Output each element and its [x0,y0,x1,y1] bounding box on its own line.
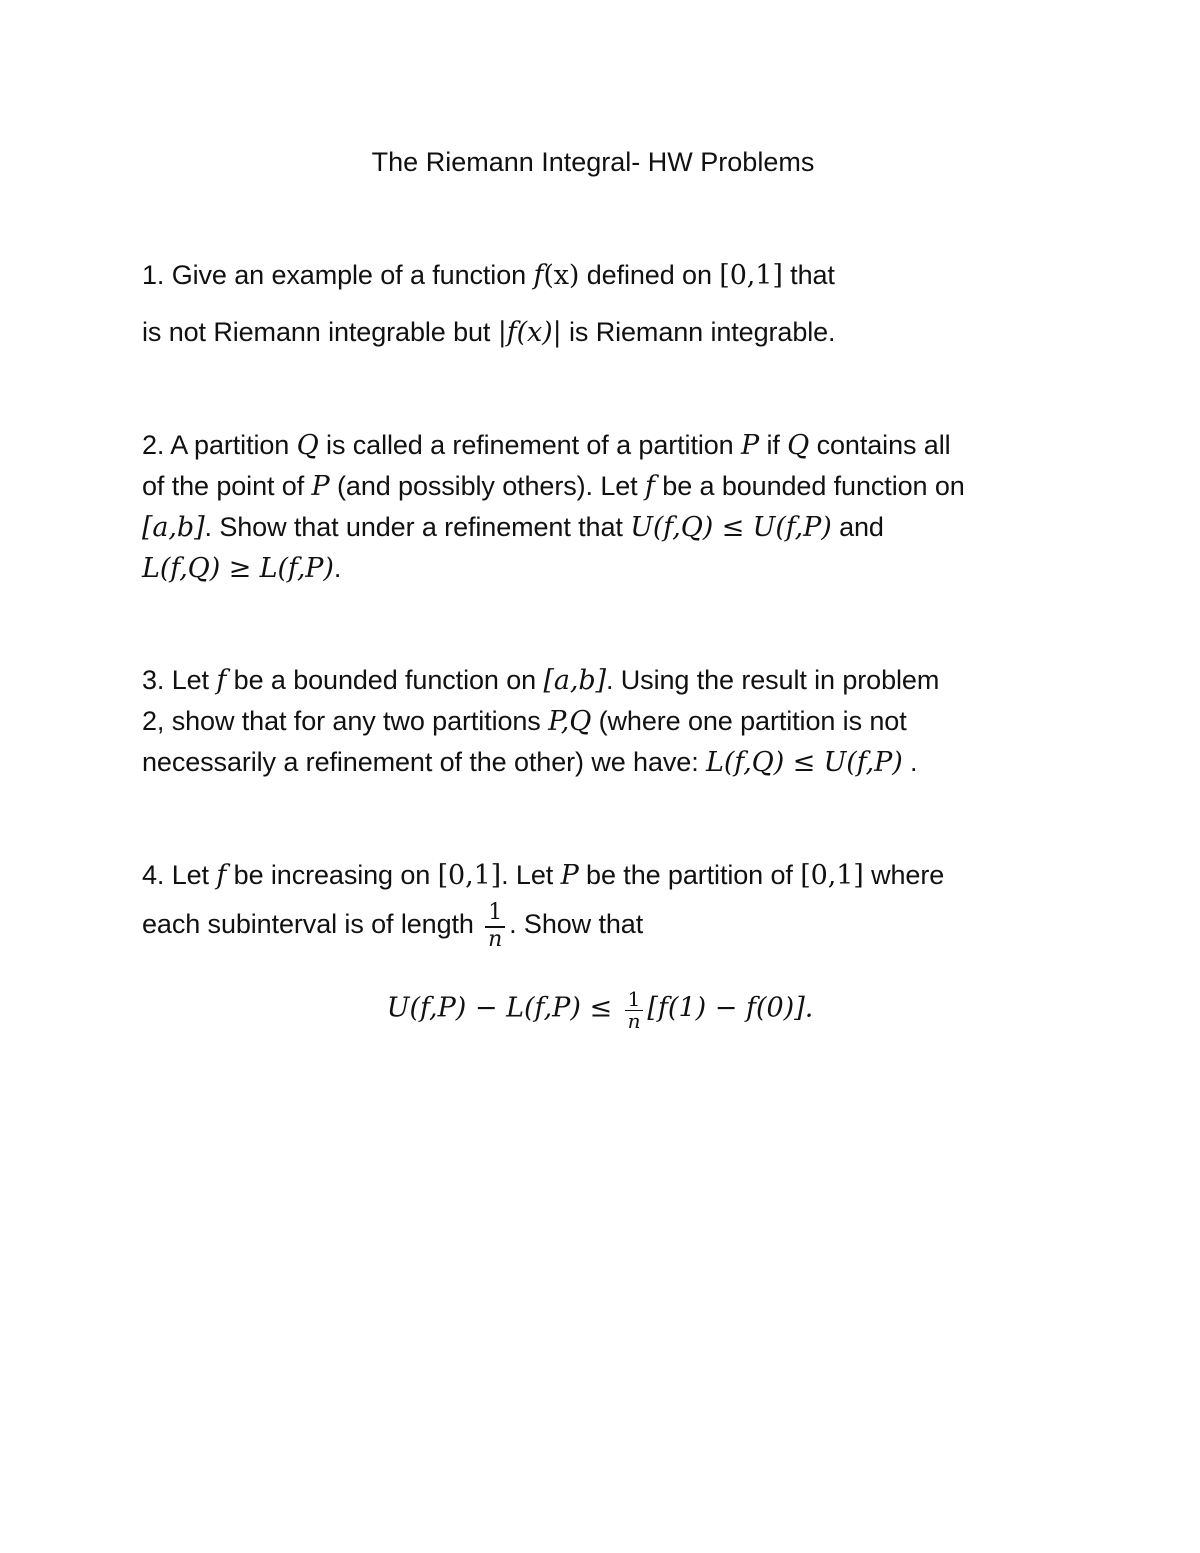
fraction [625,988,644,1031]
problem-4-line-1 [142,858,944,893]
text: (where one partition is not [591,706,907,736]
math-Q: Q [787,430,810,461]
text: 2, show that for any two partitions [142,706,549,736]
text: 4. Let [142,860,217,890]
text: of the point of [142,471,312,501]
text: and [831,512,884,542]
math-abs: |f(x)| [497,317,562,348]
text: . [902,747,918,777]
text: . Show that under a refinement that [204,512,631,542]
math-inequality: L(f,Q) ≥ L(f,P) [142,553,334,584]
math-interval: [0,1] [719,260,783,291]
text: 3. Let [142,665,217,695]
math-PQ: P,Q [548,706,592,737]
problem-3-line-3 [142,745,917,780]
text: . Show that [509,909,644,940]
text: that [782,260,835,290]
text: is Riemann integrable. [561,317,836,347]
text: . [333,553,342,583]
text: contains all [809,430,951,460]
math-P: P [311,471,330,502]
math-interval: [a,b] [142,512,205,543]
problem-4-equation [0,988,1200,1031]
text: be the partition of [578,860,801,890]
math-interval: [a,b] [543,665,606,696]
problem-3-line-1 [142,663,939,698]
problem-1-line-2 [142,315,835,350]
fraction-denominator: n [488,927,503,952]
text: be a bounded function on [226,665,544,695]
math-x: (x) [543,260,580,291]
text: . Let [501,860,561,890]
math-lhs: U(f,P) − L(f,P) ≤ [386,992,621,1024]
math-interval: [0,1] [437,860,502,891]
page-title: The Riemann Integral- HW Problems [371,147,815,177]
problem-2-line-4 [142,551,341,586]
text: where [863,860,945,890]
problem-3-line-2 [142,704,907,739]
math-inequality: L(f,Q) ≤ U(f,P) [706,747,903,778]
text: . Using the result in problem [605,665,940,695]
math-f: f [644,471,655,502]
math-f: f [216,860,227,891]
problem-4-line-2 [142,900,643,952]
fraction [485,900,505,952]
text: each subinterval is of length [142,909,482,940]
problem-2-line-3 [142,510,884,545]
problem-1-line-1 [142,258,835,293]
text: is not Riemann integrable but [142,317,498,347]
text: be a bounded function on [654,471,965,501]
text: be increasing on [226,860,438,890]
text: 2. A partition [142,430,297,460]
problem-2-line-2 [142,469,965,504]
text: if [759,430,788,460]
text: is called a refinement of a partition [318,430,741,460]
text: 1. Give an example of a function [142,260,534,290]
fraction-numerator: 1 [625,988,644,1011]
math-f: f [533,260,544,291]
text: defined on [579,260,720,290]
math-P: P [740,430,760,461]
math-inequality: U(f,Q) ≤ U(f,P) [630,512,832,543]
math-interval: [0,1] [800,860,864,891]
fraction-denominator: n [627,1009,641,1033]
math-rhs: [f(1) − f(0)]. [647,992,814,1024]
math-P: P [560,860,579,891]
fraction-numerator: 1 [485,900,505,928]
problem-2-line-1 [142,428,951,463]
text: necessarily a refinement of the other) we have: [142,747,706,777]
math-Q: Q [296,430,319,461]
math-f: f [216,665,227,696]
text: (and possibly others). Let [329,471,645,501]
